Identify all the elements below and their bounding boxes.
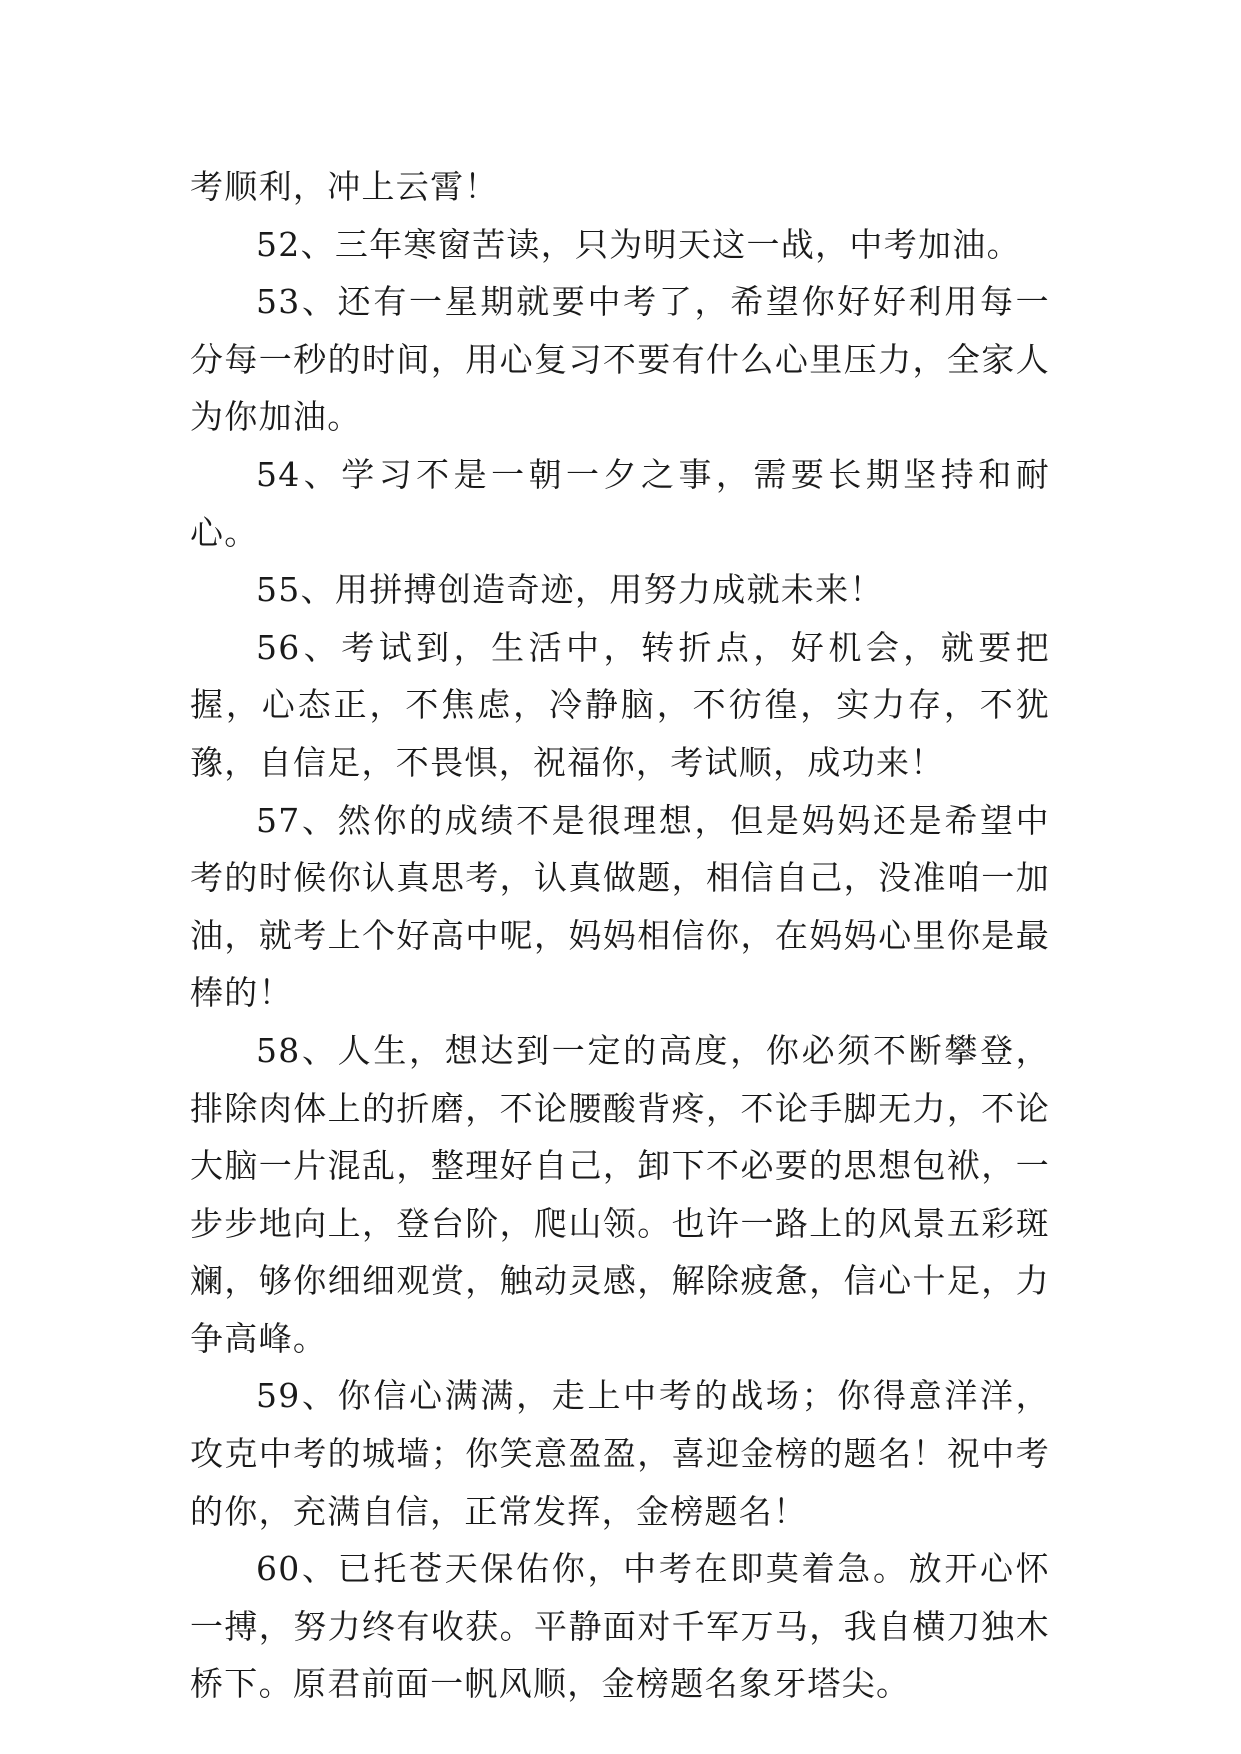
- paragraph-57: 57、然你的成绩不是很理想，但是妈妈还是希望中考的时候你认真思考，认真做题，相信自己，没准咱一加油，就考上个好高中呢，妈妈相信你，在妈妈心里你是最棒的！: [190, 800, 1050, 1013]
- paragraph-56: 56、考试到，生活中，转折点，好机会，就要把握，心态正，不焦虑，冷静脑，不彷徨，实力存，不犹豫，自信足，不畏惧，祝福你，考试顺，成功来！: [190, 627, 1050, 782]
- paragraph-52: 52、三年寒窗苦读，只为明天这一战，中考加油。: [256, 224, 1021, 264]
- paragraph-53: 53、还有一星期就要中考了，希望你好好利用每一分每一秒的时间，用心复习不要有什么心里压力，全家人为你加油。: [190, 282, 1050, 437]
- document-body: [190, 158, 1050, 1713]
- paragraph-58: 58、人生，想达到一定的高度，你必须不断攀登，排除肉体上的折磨，不论腰酸背疼，不论手脚无力，不论大脑一片混乱，整理好自己，卸下不必要的思想包袱，一步步地向上，登台阶，爬山领。也许一路上的风景五彩斑斓，够你细细观赏，触动灵感，解除疲惫，信心十足，力争高峰。: [190, 1030, 1050, 1358]
- paragraph-59: 59、你信心满满，走上中考的战场；你得意洋洋，攻克中考的城墙；你笑意盈盈，喜迎金榜的题名！祝中考的你，充满自信，正常发挥，金榜题名！: [190, 1376, 1050, 1531]
- paragraph-55: 55、用拼搏创造奇迹，用努力成就未来！: [256, 570, 884, 610]
- paragraph-54: 54、学习不是一朝一夕之事，需要长期坚持和耐心。: [190, 454, 1050, 552]
- paragraph-60: 60、已托苍天保佑你，中考在即莫着急。放开心怀一搏，努力终有收获。平静面对千军万马，我自横刀独木桥下。原君前面一帆风顺，金榜题名象牙塔尖。: [190, 1549, 1050, 1704]
- paragraph-continuation: 考顺利，冲上云霄！: [190, 167, 499, 206]
